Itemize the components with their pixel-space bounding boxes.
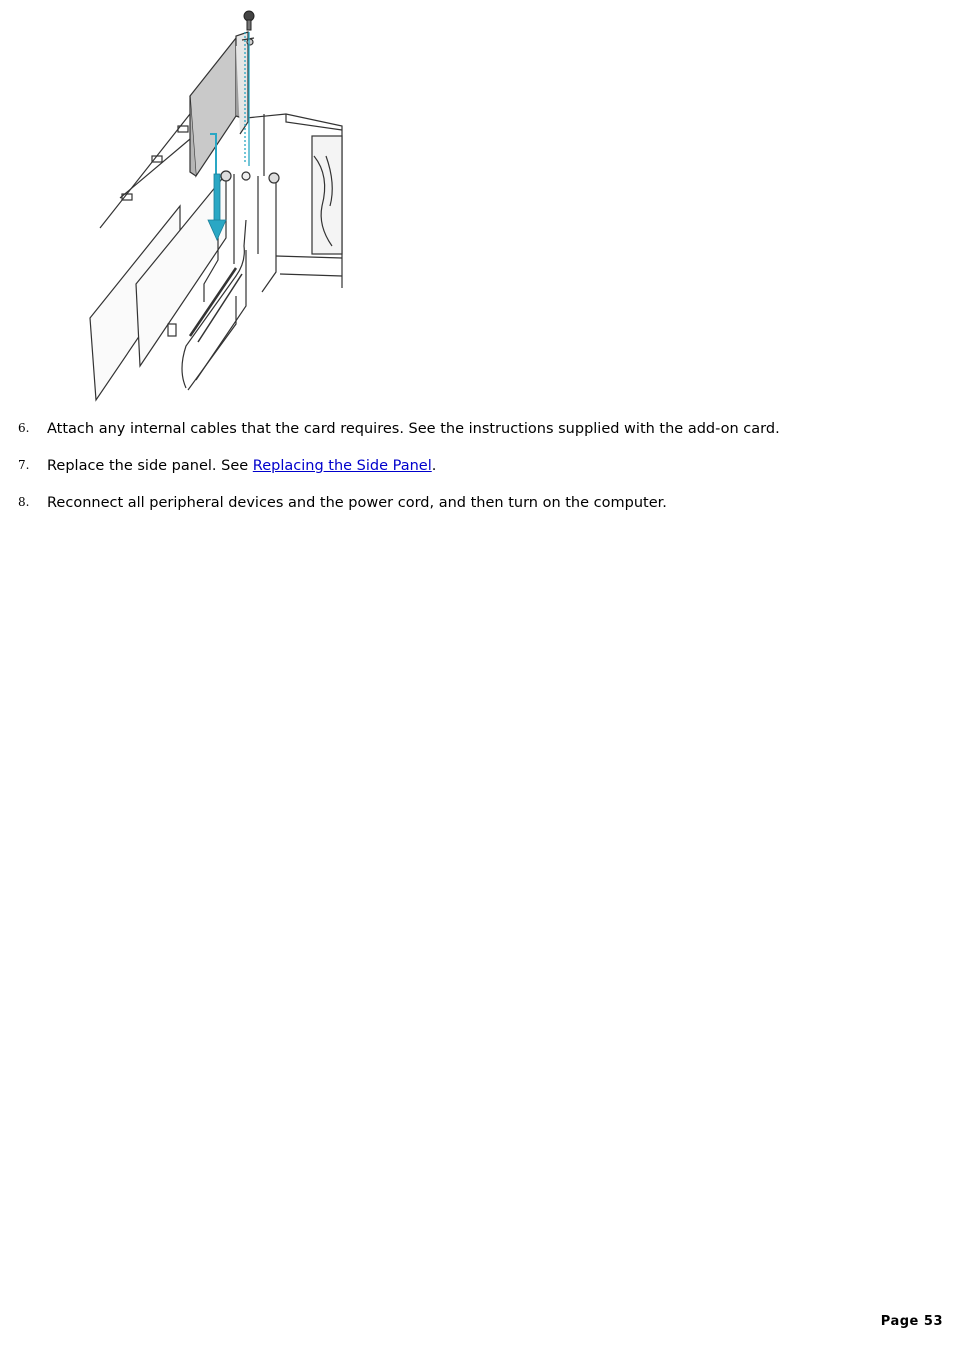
step-text-before-link: Replace the side panel. See: [47, 458, 253, 474]
step-text-after-link: .: [431, 458, 437, 474]
expansion-card-illustration: [86, 6, 348, 404]
replacing-side-panel-link[interactable]: Replacing the Side Panel: [252, 458, 432, 474]
step-number: 6.: [18, 421, 30, 435]
step-8: [0, 494, 940, 531]
step-number: 8.: [18, 495, 30, 509]
step-text: [47, 457, 436, 475]
instruction-steps: [0, 420, 940, 531]
step-text: Attach any internal cables that the card requires. See the instructions supplied with the add-on card.: [47, 421, 780, 437]
step-6: [0, 420, 940, 457]
card-installation-figure: [86, 6, 348, 404]
step-number: 7.: [18, 458, 30, 472]
page-number: Page 53: [880, 1314, 943, 1329]
step-text: Reconnect all peripheral devices and the power cord, and then turn on the computer.: [47, 495, 667, 511]
step-7: [0, 457, 940, 494]
